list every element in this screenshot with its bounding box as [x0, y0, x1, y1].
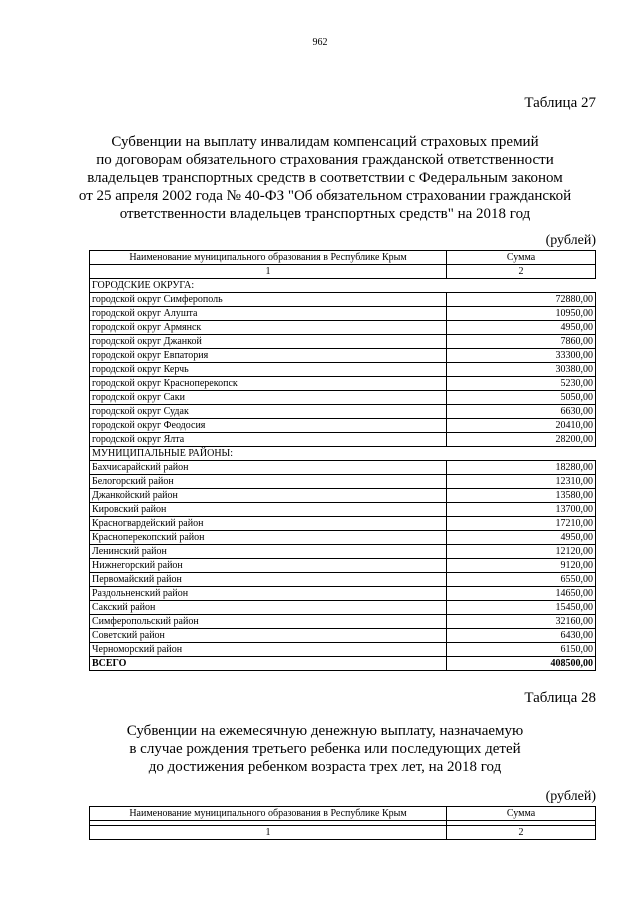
table-row	[90, 475, 596, 489]
table-row	[90, 629, 596, 643]
table28-unit: (рублей)	[545, 789, 596, 804]
table-row	[90, 363, 596, 377]
table-row	[90, 587, 596, 601]
table-row	[90, 335, 596, 349]
municipality-name: городской округ Евпатория	[90, 349, 447, 363]
municipality-name: городской округ Ялта	[90, 433, 447, 447]
municipality-name: городской округ Армянск	[90, 321, 447, 335]
total-value: 408500,00	[447, 657, 596, 671]
total-label: ВСЕГО	[90, 657, 447, 671]
municipality-name: Кировский район	[90, 503, 447, 517]
table27-title-line: Субвенции на выплату инвалидам компенсаций страховых премий	[111, 134, 539, 150]
column-number-2: 2	[447, 826, 596, 840]
table-row	[90, 419, 596, 433]
table-row	[90, 391, 596, 405]
table-row	[90, 461, 596, 475]
amount-value: 9120,00	[447, 559, 596, 573]
municipality-name: городской округ Алушта	[90, 307, 447, 321]
municipality-name: Раздольненский район	[90, 587, 447, 601]
municipality-name: Нижнегорский район	[90, 559, 447, 573]
municipality-name: Ленинский район	[90, 545, 447, 559]
municipality-name: городской округ Судак	[90, 405, 447, 419]
table-row	[90, 601, 596, 615]
table27-unit: (рублей)	[545, 233, 596, 248]
table27-title-line: ответственности владельцев транспортных средств" на 2018 год	[119, 206, 531, 222]
municipality-name: Советский район	[90, 629, 447, 643]
table27-title-line: по договорам обязательного страхования гражданской ответственности	[96, 152, 554, 168]
section-row-city-districts	[90, 279, 596, 293]
table27-title-line: владельцев транспортных средств в соответствии с Федеральным законом	[87, 170, 563, 186]
amount-value: 5230,00	[447, 377, 596, 391]
column-number-1: 1	[90, 265, 447, 279]
table-row	[90, 433, 596, 447]
municipality-name: Джанкойский район	[90, 489, 447, 503]
table28-title	[60, 722, 590, 776]
amount-value: 14650,00	[447, 587, 596, 601]
municipality-name: Первомайский район	[90, 573, 447, 587]
amount-value: 6550,00	[447, 573, 596, 587]
amount-value: 20410,00	[447, 419, 596, 433]
table-row	[90, 531, 596, 545]
table-row	[90, 573, 596, 587]
table28-title-line: в случае рождения третьего ребенка или последующих детей	[129, 741, 521, 757]
table28-title-line: Субвенции на ежемесячную денежную выплату, назначаемую	[126, 723, 524, 739]
amount-value: 15450,00	[447, 601, 596, 615]
table-row	[90, 517, 596, 531]
amount-value: 28200,00	[447, 433, 596, 447]
table-row	[90, 643, 596, 657]
table-row	[90, 349, 596, 363]
municipality-name: городской округ Красноперекопск	[90, 377, 447, 391]
table-header-row	[90, 251, 596, 265]
header-col-name: Наименование муниципального образования в Республике Крым	[90, 251, 447, 265]
table-row	[90, 489, 596, 503]
amount-value: 10950,00	[447, 307, 596, 321]
section-spacer	[447, 279, 596, 293]
table27-title-line: от 25 апреля 2002 года № 40-ФЗ "Об обязательном страховании гражданской	[78, 188, 572, 204]
section-title: МУНИЦИПАЛЬНЫЕ РАЙОНЫ:	[90, 447, 447, 461]
municipality-name: городской округ Керчь	[90, 363, 447, 377]
table-column-number-row	[90, 826, 596, 840]
amount-value: 6430,00	[447, 629, 596, 643]
header-col-name: Наименование муниципального образования в Республике Крым	[90, 807, 447, 821]
municipality-name: городской округ Джанкой	[90, 335, 447, 349]
section-title: ГОРОДСКИЕ ОКРУГА:	[90, 279, 447, 293]
amount-value: 5050,00	[447, 391, 596, 405]
amount-value: 13580,00	[447, 489, 596, 503]
table-row	[90, 307, 596, 321]
amount-value: 6630,00	[447, 405, 596, 419]
section-row-municipal-districts	[90, 447, 596, 461]
page-number: 962	[312, 37, 328, 48]
table-row	[90, 405, 596, 419]
municipality-name: городской округ Симферополь	[90, 293, 447, 307]
table-header-row	[90, 807, 596, 821]
table27-label: Таблица 27	[524, 95, 596, 111]
amount-value: 72880,00	[447, 293, 596, 307]
amount-value: 7860,00	[447, 335, 596, 349]
table-column-number-row	[90, 265, 596, 279]
amount-value: 6150,00	[447, 643, 596, 657]
table28-title-line: до достижения ребенком возраста трех лет, на 2018 год	[148, 759, 502, 775]
table-row	[90, 293, 596, 307]
amount-value: 13700,00	[447, 503, 596, 517]
header-col-sum: Сумма	[447, 251, 596, 265]
header-col-sum: Сумма	[447, 807, 596, 821]
column-number-1: 1	[90, 826, 447, 840]
table-row	[90, 503, 596, 517]
table27	[89, 250, 596, 671]
amount-value: 18280,00	[447, 461, 596, 475]
amount-value: 4950,00	[447, 321, 596, 335]
section-spacer	[447, 447, 596, 461]
amount-value: 12120,00	[447, 545, 596, 559]
municipality-name: Красногвардейский район	[90, 517, 447, 531]
table-row	[90, 321, 596, 335]
table27-title	[60, 133, 590, 223]
municipality-name: Красноперекопский район	[90, 531, 447, 545]
municipality-name: Бахчисарайский район	[90, 461, 447, 475]
amount-value: 32160,00	[447, 615, 596, 629]
municipality-name: городской округ Феодосия	[90, 419, 447, 433]
municipality-name: Симферопольский район	[90, 615, 447, 629]
column-number-2: 2	[447, 265, 596, 279]
table-row	[90, 615, 596, 629]
table28-label: Таблица 28	[524, 690, 596, 706]
amount-value: 17210,00	[447, 517, 596, 531]
total-row	[90, 657, 596, 671]
municipality-name: Черноморский район	[90, 643, 447, 657]
municipality-name: Сакский район	[90, 601, 447, 615]
municipality-name: городской округ Саки	[90, 391, 447, 405]
amount-value: 12310,00	[447, 475, 596, 489]
amount-value: 4950,00	[447, 531, 596, 545]
table28	[89, 806, 596, 840]
table-row	[90, 545, 596, 559]
amount-value: 30380,00	[447, 363, 596, 377]
amount-value: 33300,00	[447, 349, 596, 363]
table-row	[90, 559, 596, 573]
table-row	[90, 377, 596, 391]
municipality-name: Белогорский район	[90, 475, 447, 489]
